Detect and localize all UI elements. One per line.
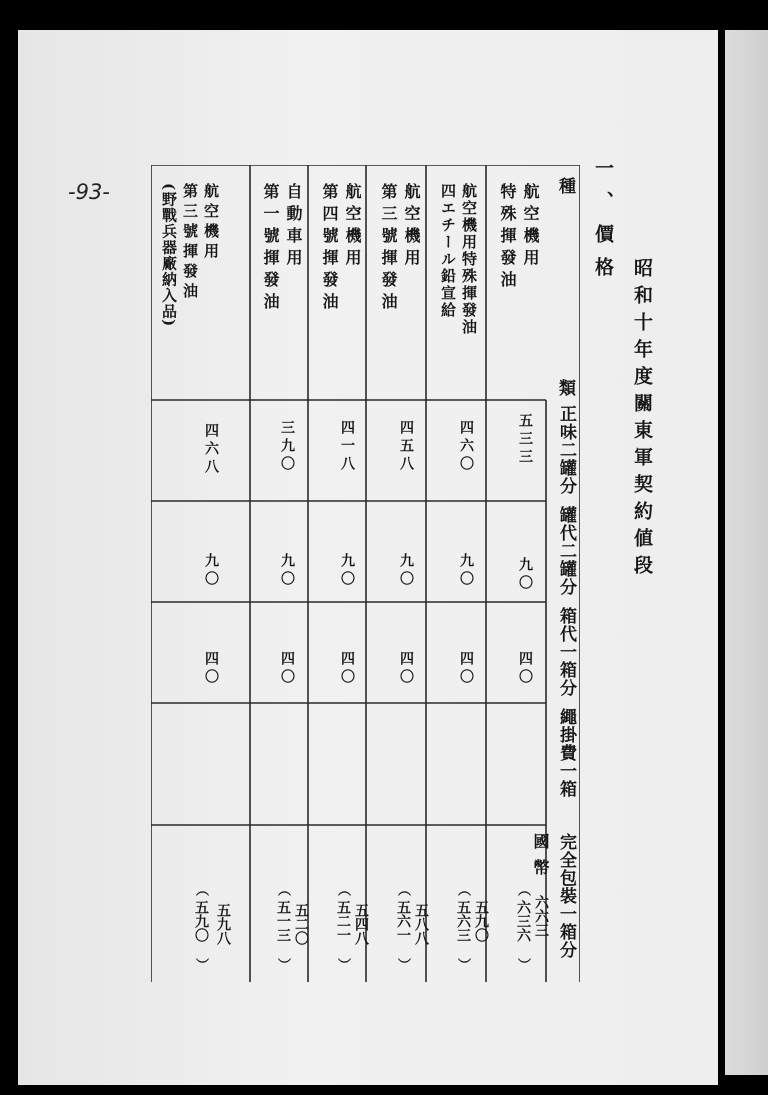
full-paren-value: 五六三 — [455, 900, 471, 942]
header-net: 正味二罐分 — [556, 405, 576, 495]
currency-label: 國幣 — [531, 833, 550, 885]
section-heading: 一、價格 — [592, 158, 614, 290]
full-paren-open: ︵ — [395, 883, 410, 896]
can-value: 九〇 — [398, 553, 414, 589]
can-value: 九〇 — [279, 553, 295, 589]
row-name: 航空機用特殊揮發油 四エチール鉛宣給 — [439, 183, 478, 336]
net-value: 四五八 — [398, 420, 414, 474]
full-value: 五四八 — [353, 903, 369, 945]
full-value: 五九〇 — [473, 900, 489, 942]
net-value: 三九〇 — [279, 420, 295, 474]
net-value: 四六八 — [203, 423, 219, 477]
box-value: 四〇 — [458, 651, 474, 687]
full-paren-close: ︶ — [193, 958, 208, 971]
full-paren-open: ︵ — [335, 883, 350, 896]
row-name: 航空機用 第三號揮發油 — [379, 183, 421, 315]
full-paren-value: 六三六 — [515, 900, 531, 942]
full-value: 五九八 — [215, 903, 231, 945]
full-paren-open: ︵ — [193, 883, 208, 896]
full-paren-close: ︶ — [515, 958, 530, 971]
box-value: 四〇 — [279, 651, 295, 687]
header-box: 箱代一箱分 — [556, 607, 576, 697]
price-table — [151, 165, 580, 982]
row-name: 航空機用 特殊揮發油 — [498, 183, 540, 293]
can-value: 九〇 — [203, 553, 219, 589]
full-paren-close: ︶ — [455, 958, 470, 971]
full-paren-open: ︵ — [275, 883, 290, 896]
full-paren-value: 五九〇 — [193, 900, 209, 942]
full-paren-close: ︶ — [335, 958, 350, 971]
full-paren-close: ︶ — [395, 958, 410, 971]
net-value: 五三三 — [517, 413, 533, 467]
box-value: 四〇 — [339, 651, 355, 687]
next-page-edge — [725, 30, 768, 1075]
document-title: 昭和十年度關東軍契約値段 — [631, 258, 653, 582]
row-name: 航空機用 第四號揮發油 — [320, 183, 362, 315]
full-paren-value: 五二一 — [335, 900, 351, 942]
can-value: 九〇 — [339, 553, 355, 589]
full-paren-value: 五一三 — [275, 900, 291, 942]
full-value: 六六三 — [533, 895, 549, 937]
row-name: 自動車用 第一號揮發油 — [261, 183, 303, 315]
box-value: 四〇 — [203, 651, 219, 687]
full-paren-close: ︶ — [275, 958, 290, 971]
header-full: 完全包裝一箱分 — [556, 833, 576, 959]
row-name: 航空機用 第三號揮發油 (野戰兵器廠納入品) — [160, 183, 220, 328]
header-kind: 種類 — [555, 177, 575, 397]
box-value: 四〇 — [517, 651, 533, 687]
full-value: 五二〇 — [293, 903, 309, 945]
net-value: 四六〇 — [458, 420, 474, 474]
page-number: -93- — [68, 180, 110, 204]
full-paren-value: 五六一 — [395, 900, 411, 942]
can-value: 九〇 — [517, 557, 533, 593]
header-rope: 繩掛費一箱 — [556, 708, 576, 798]
header-can: 罐代二罐分 — [556, 506, 576, 596]
can-value: 九〇 — [458, 553, 474, 589]
full-paren-open: ︵ — [455, 883, 470, 896]
box-value: 四〇 — [398, 651, 414, 687]
full-value: 五八八 — [413, 903, 429, 945]
net-value: 四一八 — [339, 420, 355, 474]
full-paren-open: ︵ — [515, 883, 530, 896]
